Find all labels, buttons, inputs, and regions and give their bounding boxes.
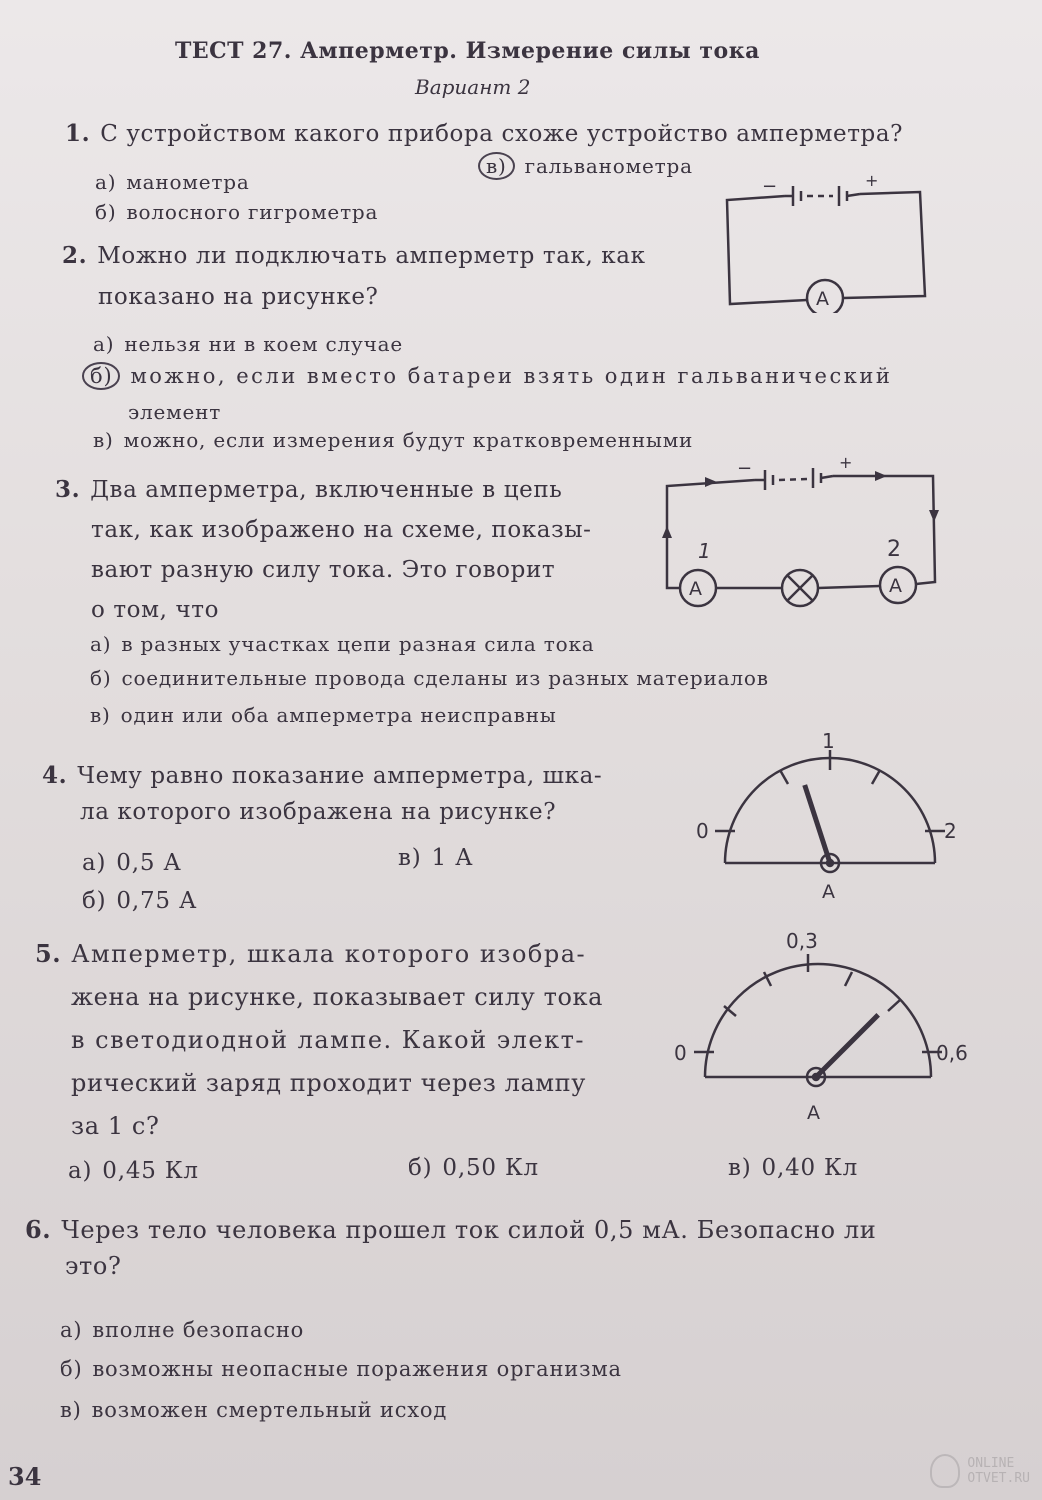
q1-option-c[interactable]: в) гальванометра	[478, 152, 693, 180]
question-number: 6.	[25, 1215, 52, 1244]
variant-label: Вариант 2	[415, 75, 531, 99]
current-arrow	[875, 471, 887, 481]
q5-option-b[interactable]: б) 0,50 Кл	[408, 1155, 539, 1181]
ammeter-unit-label: A	[822, 881, 835, 903]
scale-mid-label: 1	[822, 729, 835, 753]
plus-sign: +	[865, 171, 879, 190]
page-number: 34	[8, 1462, 42, 1491]
question-6: 6. Через тело человека прошел ток силой 0,5 мА. Безопасно ли это?	[25, 1215, 877, 1280]
ammeter-needle	[816, 1015, 878, 1077]
watermark: ONLINE OTVET.RU	[967, 1456, 1030, 1486]
scale-mid-label: 0,3	[786, 929, 818, 953]
question-number: 3.	[55, 476, 81, 503]
question-number: 1.	[65, 120, 91, 147]
q1-option-a[interactable]: а) манометра	[95, 170, 250, 194]
ammeter-label: A	[689, 578, 702, 600]
ammeter-needle	[805, 785, 830, 863]
question-5: 5. Амперметр, шкала которого изобра- жена на рисунке, показывает силу тока в светодиодной лампе. Какой элект- рический заряд проходит через лампу за 1 с?	[35, 939, 604, 1140]
question-number: 2.	[62, 242, 88, 269]
minus-sign: −	[737, 458, 753, 479]
q5-option-c[interactable]: в) 0,40 Кл	[728, 1155, 859, 1181]
q6-option-c[interactable]: в) возможен смертельный исход	[60, 1398, 448, 1422]
question-4: 4. Чему равно показание амперметра, шка- ла которого изображена на рисунке?	[42, 762, 603, 825]
question-text: С устройством какого прибора схоже устройство амперметра?	[100, 121, 904, 147]
page-title: ТЕСТ 27. Амперметр. Измерение силы тока	[175, 38, 760, 64]
q4-option-b[interactable]: б) 0,75 А	[82, 888, 198, 914]
current-arrow	[662, 526, 672, 538]
scale-min-label: 0	[674, 1041, 687, 1065]
scale-max-label: 2	[944, 819, 957, 843]
ammeter-scale-1	[690, 728, 980, 908]
question-number: 5.	[35, 939, 62, 968]
circled-answer-mark: б)	[82, 362, 120, 390]
ammeter-label: A	[816, 288, 829, 310]
circled-answer-mark: в)	[478, 152, 515, 180]
ammeter-unit-label: A	[807, 1102, 820, 1124]
current-arrow	[705, 477, 717, 487]
q3-option-a[interactable]: а) в разных участках цепи разная сила тока	[90, 632, 595, 656]
question-number: 4.	[42, 762, 68, 789]
ammeter-label: A	[889, 575, 902, 597]
q1-option-b[interactable]: б) волосного гигрометра	[95, 200, 379, 224]
q4-option-a[interactable]: а) 0,5 А	[82, 850, 182, 876]
q2-option-b-continued: элемент	[128, 400, 222, 424]
plus-sign: +	[839, 453, 853, 472]
scale-min-label: 0	[696, 819, 709, 843]
question-3: 3. Два амперметра, включенные в цепь так, как изображено на схеме, показы- вают разную силу тока. Это говорит о том, что	[55, 476, 592, 623]
q6-option-b[interactable]: б) возможны неопасные поражения организма	[60, 1357, 622, 1381]
q2-option-a[interactable]: а) нельзя ни в коем случае	[93, 332, 403, 356]
ammeter-number-1: 1	[698, 539, 711, 563]
q3-option-b[interactable]: б) соединительные провода сделаны из разных материалов	[90, 666, 769, 690]
question-2: 2. Можно ли подключать амперметр так, как показано на рисунке?	[62, 242, 646, 310]
q2-option-c[interactable]: в) можно, если измерения будут кратковременными	[93, 428, 694, 452]
ammeter-scale-2	[668, 922, 988, 1127]
circuit-diagram-2	[655, 452, 945, 612]
current-arrow	[929, 510, 939, 522]
q2-option-b[interactable]: б) можно, если вместо батареи взять один гальванический	[82, 362, 892, 390]
q5-option-a[interactable]: а) 0,45 Кл	[68, 1158, 199, 1184]
question-1	[65, 118, 903, 150]
q6-option-a[interactable]: а) вполне безопасно	[60, 1318, 305, 1342]
q4-option-c[interactable]: в) 1 А	[398, 845, 474, 871]
minus-sign: −	[762, 176, 778, 197]
lightbulb-logo-icon	[930, 1454, 960, 1488]
ammeter-number-2: 2	[887, 537, 901, 562]
scale-max-label: 0,6	[936, 1041, 968, 1065]
circuit-diagram-1	[715, 168, 945, 313]
q3-option-c[interactable]: в) один или оба амперметра неисправны	[90, 703, 557, 727]
